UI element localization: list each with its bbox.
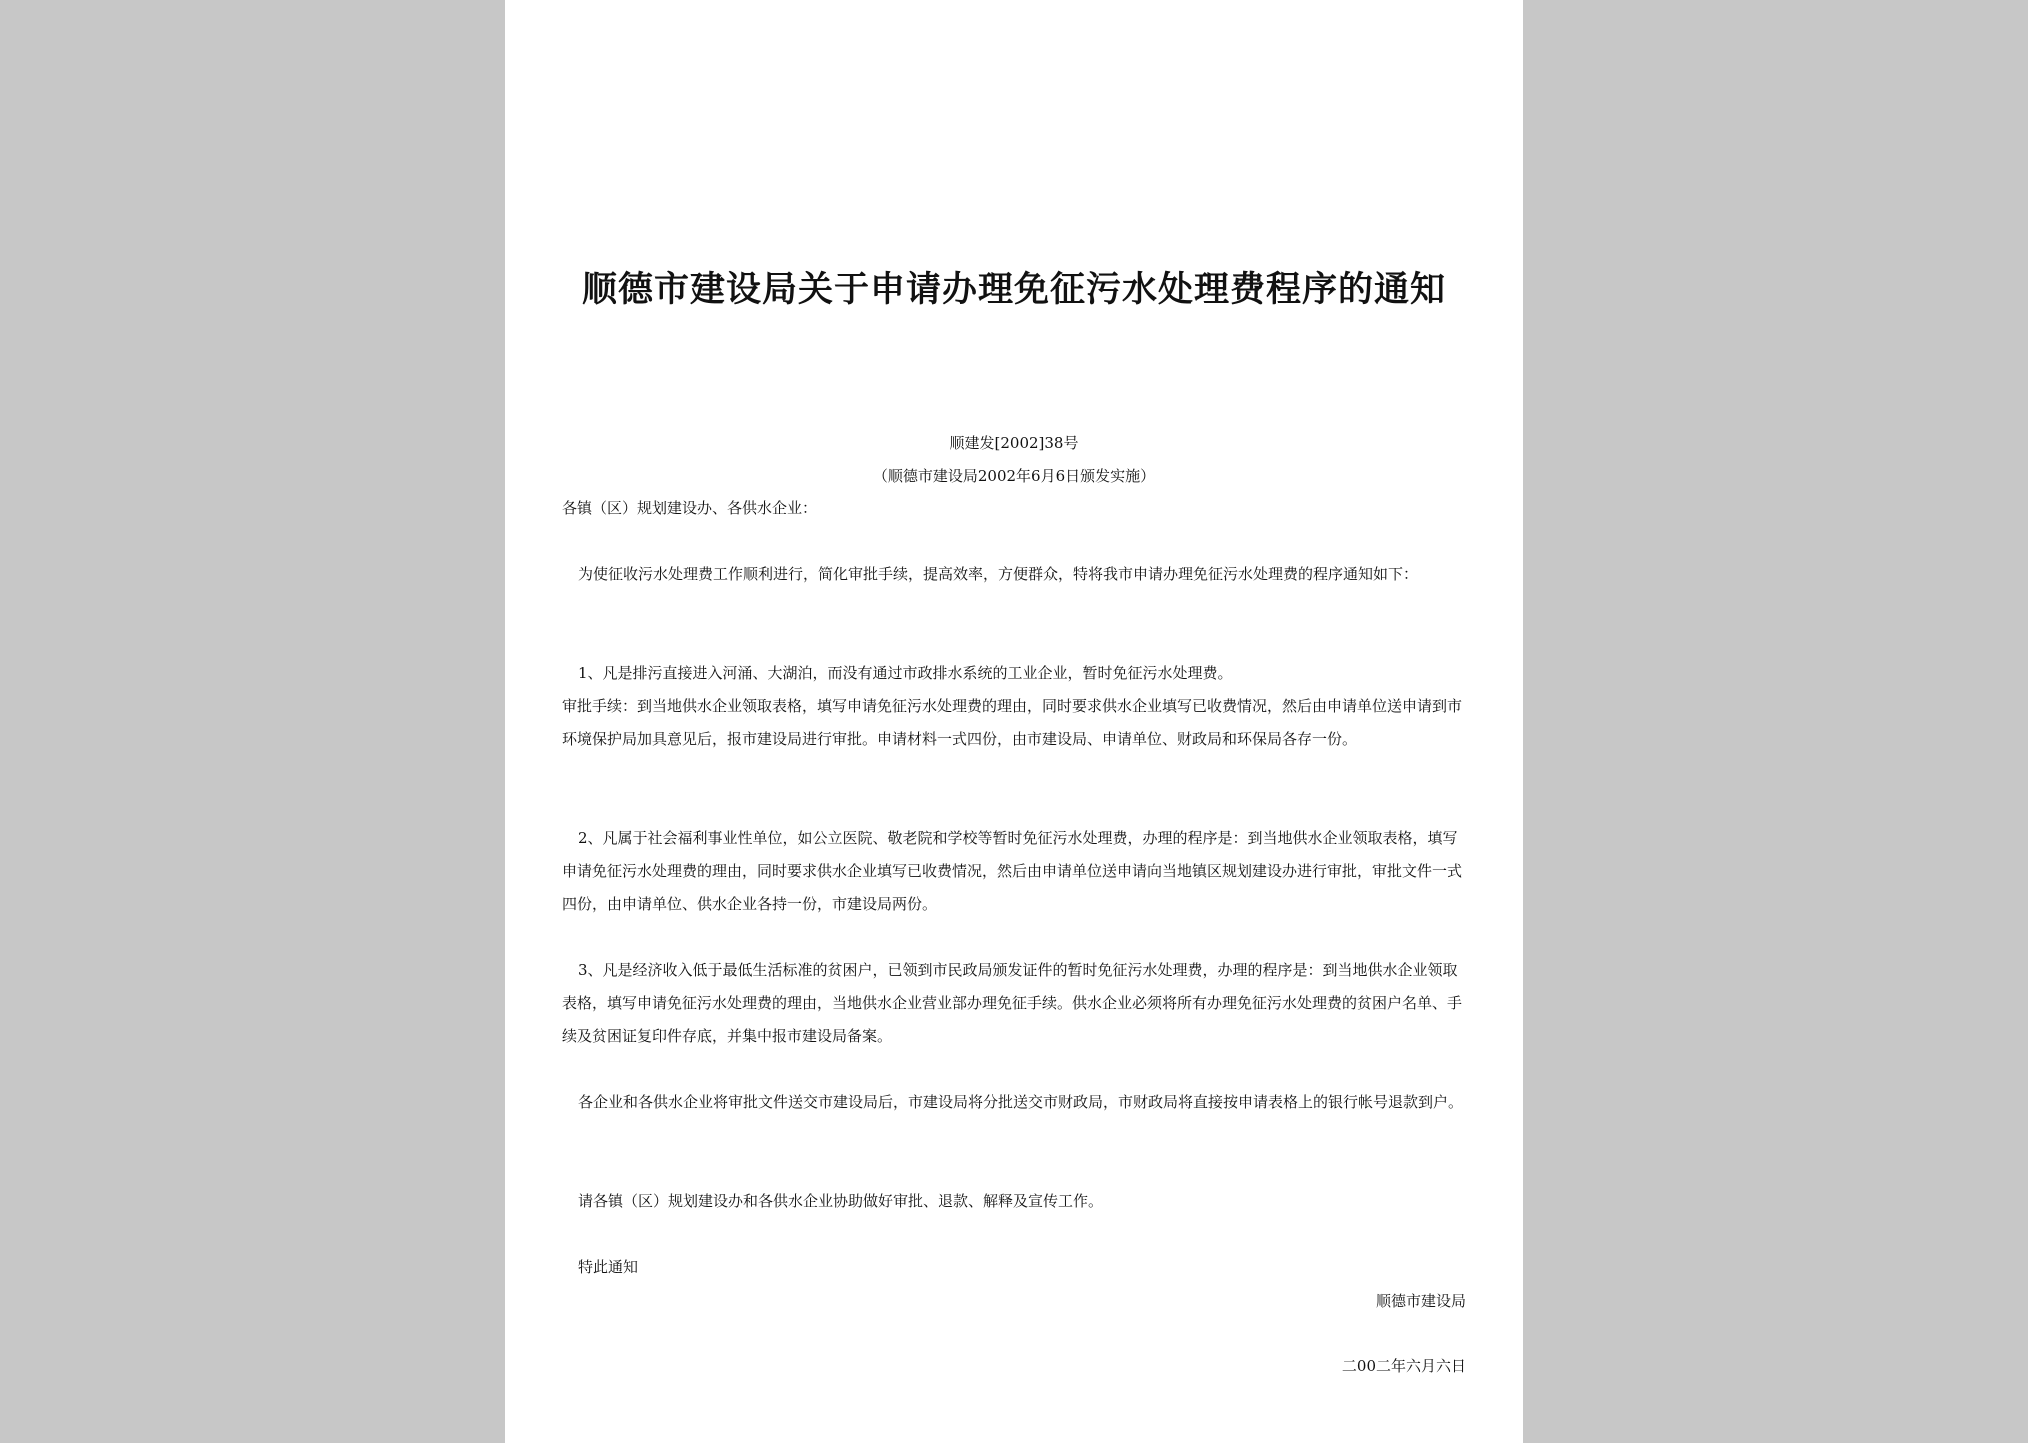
refund-paragraph: 各企业和各供水企业将审批文件送交市建设局后，市建设局将分批送交市财政局，市财政局将直接按申请表格上的银行帐号退款到户。	[578, 1093, 1464, 1111]
signatory: 顺德市建设局	[1375, 1292, 1466, 1310]
item-3: 3、凡是经济收入低于最低生活标准的贫困户，已领到市民政局颁发证件的暂时免征污水处理费，办理的程序是：到当地供水企业领取表格，填写申请免征污水处理费的理由，当地供水企业营业部办理免征手续。供水企业必须将所有办理免征污水处理费的贫困户名单、手续及贫困证复印件存底，并集中报市建设局备案。	[562, 961, 1463, 1045]
intro-paragraph: 为使征收污水处理费工作顺利进行，简化审批手续，提高效率，方便群众，特将我市申请办理免征污水处理费的程序通知如下：	[578, 565, 1419, 583]
document-page	[505, 0, 1523, 1443]
addressee: 各镇（区）规划建设办、各供水企业：	[562, 499, 818, 517]
request-paragraph: 请各镇（区）规划建设办和各供水企业协助做好审批、退款、解释及宣传工作。	[578, 1192, 1104, 1210]
issued-note: （顺德市建设局2002年6月6日颁发实施）	[872, 467, 1156, 485]
item-1: 1、凡是排污直接进入河涌、大湖泊，而没有通过市政排水系统的工业企业，暂时免征污水处理费。	[578, 664, 1233, 682]
document-title: 顺德市建设局关于申请办理免征污水处理费程序的通知	[581, 269, 1446, 310]
closing-line: 特此通知	[578, 1258, 639, 1276]
document-number: 顺建发[2002]38号	[949, 434, 1079, 452]
item-2: 2、凡属于社会福利事业性单位，如公立医院、敬老院和学校等暂时免征污水处理费，办理的程序是：到当地供水企业领取表格，填写申请免征污水处理费的理由，同时要求供水企业填写已收费情况，然后由申请单位送申请向当地镇区规划建设办进行审批，审批文件一式四份，由申请单位、供水企业各持一份，市建设局两份。	[562, 829, 1463, 913]
item-1-procedure: 审批手续：到当地供水企业领取表格，填写申请免征污水处理费的理由，同时要求供水企业填写已收费情况，然后由申请单位送申请到市环境保护局加具意见后，报市建设局进行审批。申请材料一式四份，由市建设局、申请单位、财政局和环保局各存一份。	[562, 697, 1463, 748]
document-date: 二00二年六月六日	[1341, 1357, 1466, 1375]
